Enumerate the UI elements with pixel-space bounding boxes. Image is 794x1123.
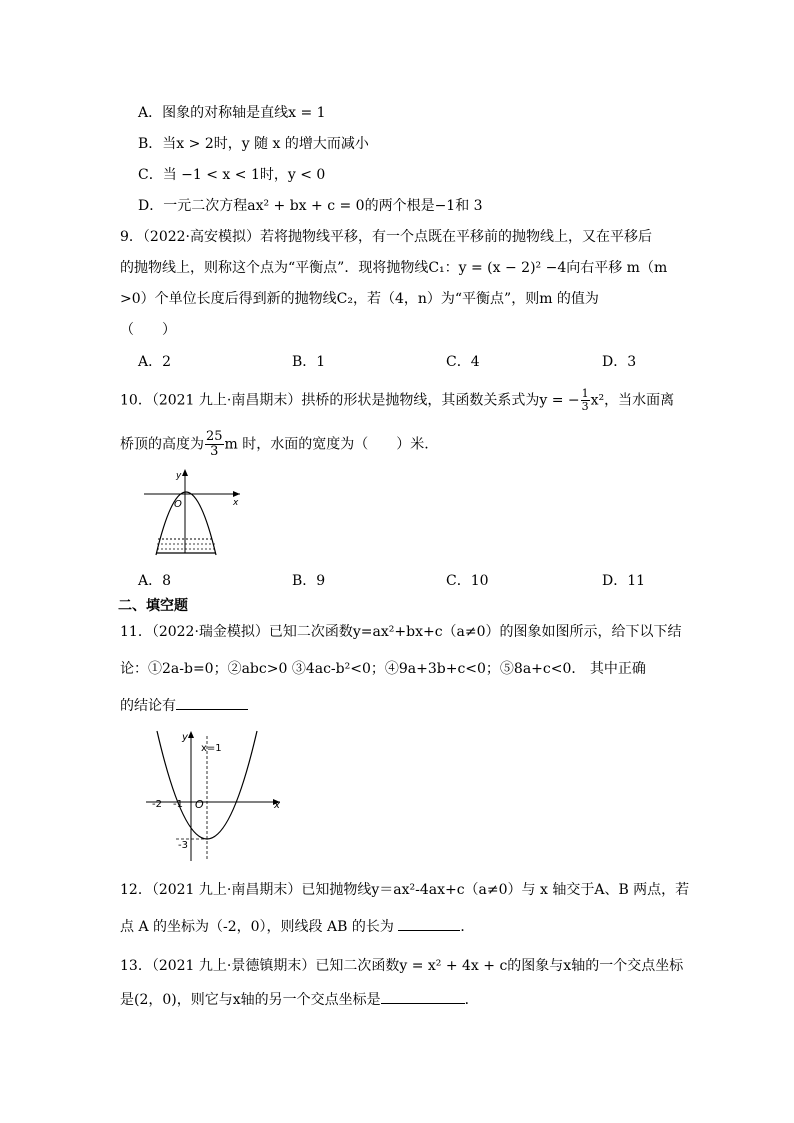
q13-line-2 <box>120 990 479 1010</box>
q12-line-1: 12．（2021 九上·南昌期末）已知抛物线y＝ax²-4ax+c（a≠0）与 x 轴交于A、B 两点，若 <box>120 882 690 898</box>
q10-frac2-denominator: 3 <box>210 444 219 459</box>
q10-option-c: C．10 <box>446 573 489 589</box>
q11-graph-figure <box>140 727 288 865</box>
q9-line-2: 的抛物线上，则称这个点为“平衡点”．现将抛物线C₁：y = (x − 2)² −4向右平移 m（m <box>120 260 668 276</box>
q9-option-b: B．1 <box>292 354 326 370</box>
tick-label-neg2: -2 <box>152 799 162 810</box>
y-axis-arrow <box>182 469 188 476</box>
q11-text: 的结论有 <box>120 698 176 714</box>
symmetry-axis-label: x=1 <box>201 743 222 754</box>
q10-text-b: x²，当水面离 <box>590 392 675 409</box>
q10-text-d: m 时，水面的宽度为（ ）米. <box>224 436 429 453</box>
q10-frac1-denominator: 3 <box>581 400 589 413</box>
q10-fraction-2 <box>205 430 224 459</box>
q9-line-4: （ ） <box>120 322 176 338</box>
q12-text: 点 A 的坐标为（-2，0），则线段 AB 的长为 <box>120 919 394 935</box>
origin-label: O <box>195 798 204 811</box>
q9-option-d: D．3 <box>602 354 637 370</box>
section-heading: 二、填空题 <box>118 598 188 614</box>
q13-text: 是(2，0)，则它与x轴的另一个交点坐标是 <box>120 992 381 1008</box>
q13-period: ． <box>464 992 479 1008</box>
q11-line-2: 论：①2a-b=0；②abc>0 ③4ac-b²<0；④9a+3b+c<0；⑤8a+c<0． 其中正确 <box>120 661 646 677</box>
y-axis-label: y <box>176 471 182 481</box>
q9-line-3: >0）个单位长度后得到新的抛物线C₂，若（4，n）为“平衡点”，则m 的值为 <box>120 291 599 307</box>
q13-answer-blank[interactable] <box>381 1003 465 1004</box>
x-axis-label: x <box>233 498 239 508</box>
y-axis-label: y <box>182 732 188 743</box>
origin-label: O <box>174 499 182 510</box>
q10-option-d: D．11 <box>602 573 646 589</box>
y-axis-arrow <box>188 731 194 738</box>
q12-period: ． <box>460 919 475 935</box>
q11-line-3 <box>120 696 248 716</box>
q10-option-b: B．9 <box>292 573 326 589</box>
q8-option-b: B．当x > 2时，y 随 x 的增大而减小 <box>138 136 369 152</box>
q9-option-c: C．4 <box>446 354 480 370</box>
q10-frac2-numerator: 25 <box>206 429 223 444</box>
q8-option-d: D．一元二次方程ax² + bx + c = 0的两个根是−1和 3 <box>138 198 483 214</box>
q10-text-c: 桥顶的高度为 <box>120 436 204 453</box>
q8-option-c: C．当 −1 < x < 1时，y < 0 <box>138 167 326 183</box>
q9-option-a: A．2 <box>138 354 172 370</box>
tick-label-neg3: -3 <box>178 840 188 851</box>
q8-option-a: A．图象的对称轴是直线x = 1 <box>138 105 326 121</box>
q10-arch-figure <box>140 465 250 563</box>
q13-line-1: 13．（2021 九上·景德镇期末）已知二次函数y = x² + 4x + c的图象与x轴的一个交点坐标 <box>120 958 684 974</box>
x-axis-arrow <box>233 491 240 497</box>
q12-answer-blank[interactable] <box>398 930 460 931</box>
x-axis-label: x <box>274 800 280 811</box>
q10-line-1 <box>120 388 674 413</box>
q10-text-a: 10．（2021 九上·南昌期末）拱桥的形状是抛物线，其函数关系式为y = − <box>120 392 580 409</box>
q10-fraction-1 <box>581 388 590 413</box>
q11-line-1: 11．（2022·瑞金模拟）已知二次函数y=ax²+bx+c（a≠0）的图象如图所示，给下以下结 <box>120 624 682 640</box>
q10-frac1-numerator: 1 <box>581 387 589 400</box>
q11-answer-blank[interactable] <box>176 709 248 710</box>
tick-label-neg1: -1 <box>173 799 183 810</box>
q10-option-a: A．8 <box>138 573 172 589</box>
q9-line-1: 9．（2022·高安模拟）若将抛物线平移，有一个点既在平移前的抛物线上，又在平移后 <box>120 229 652 245</box>
q12-line-2 <box>120 917 474 937</box>
arch-parabola <box>156 492 216 555</box>
q10-line-2 <box>120 430 429 459</box>
